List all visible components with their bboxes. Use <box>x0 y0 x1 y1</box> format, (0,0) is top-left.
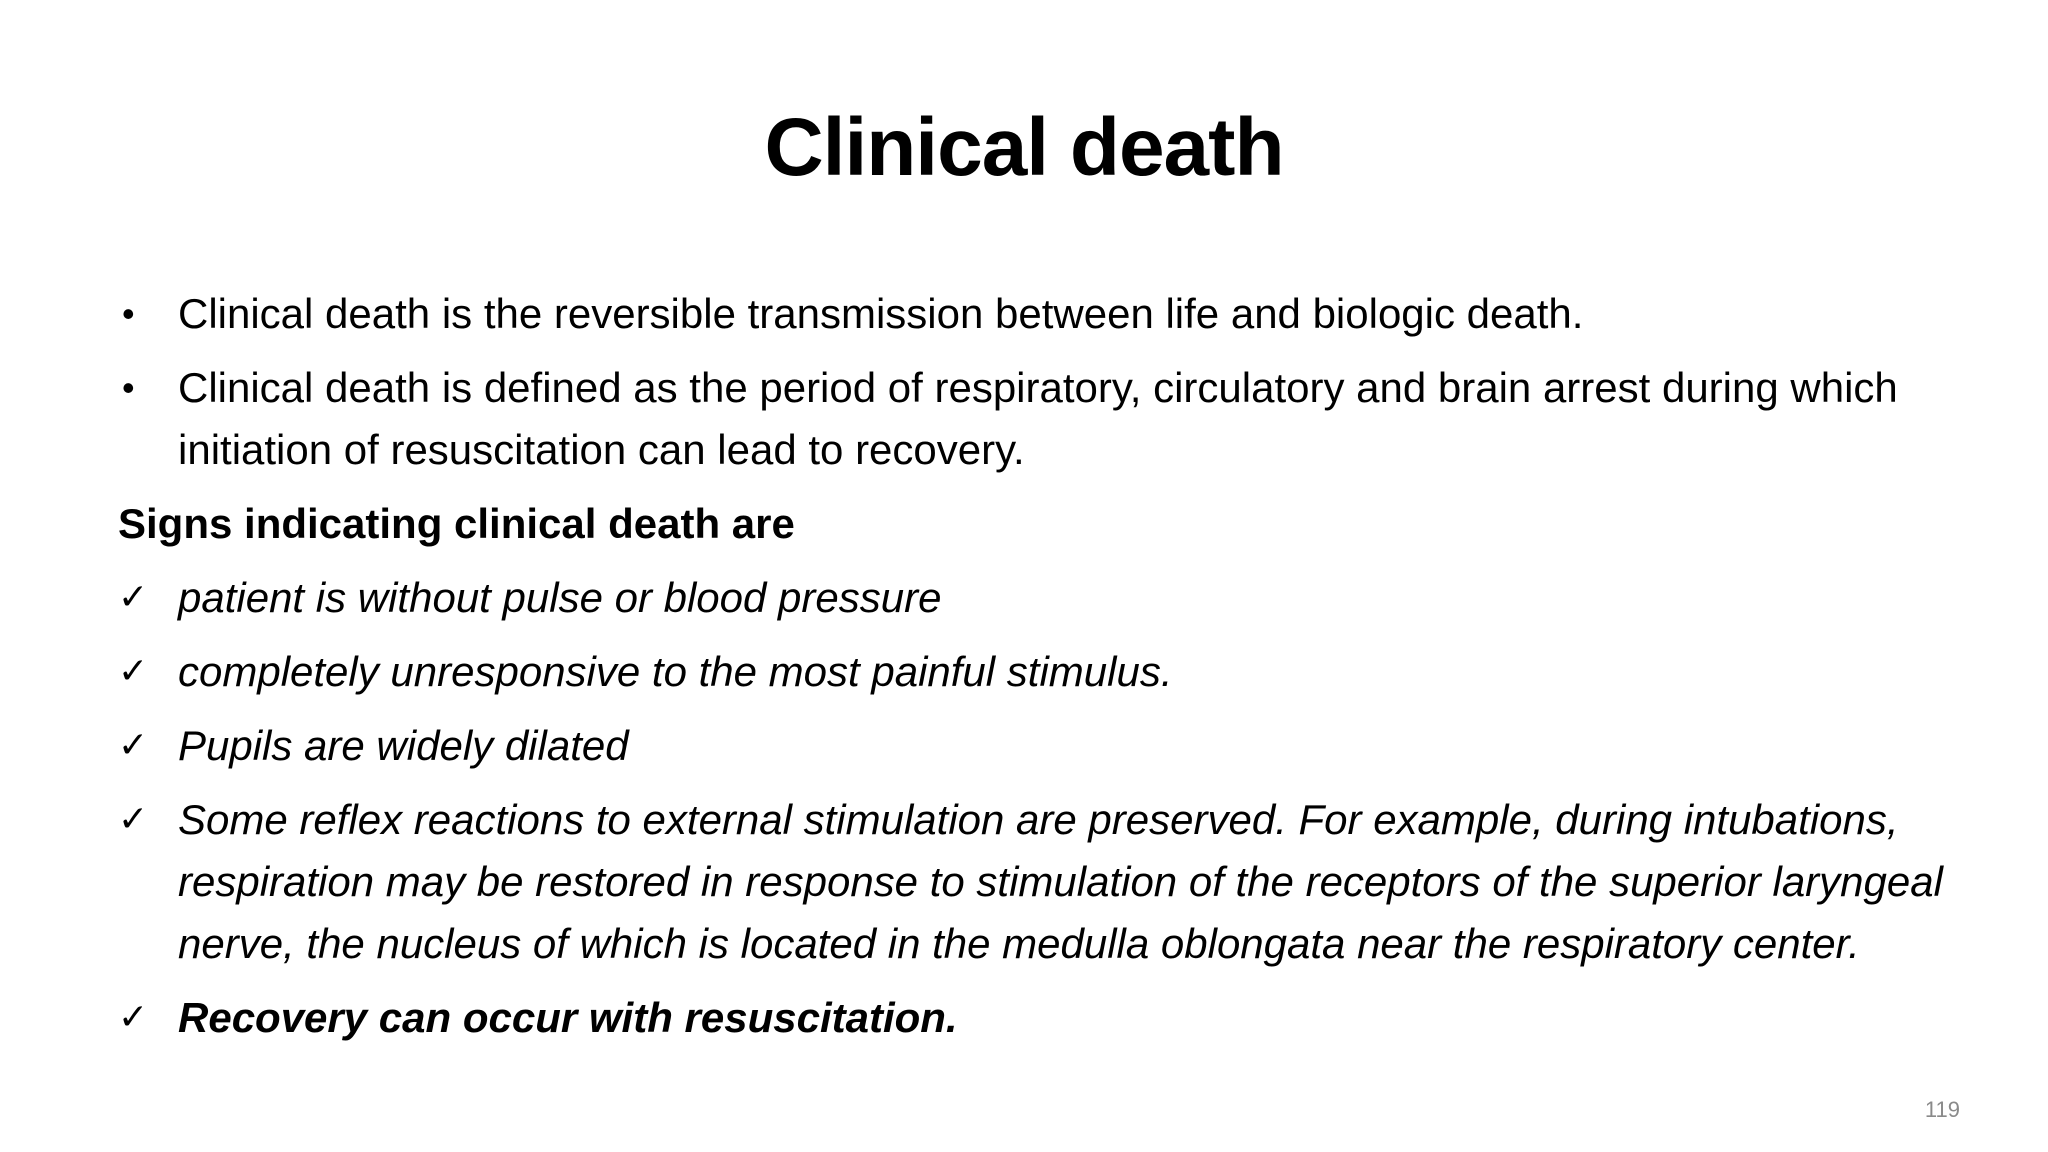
checkmark-icon: ✓ <box>118 577 149 618</box>
page-number: 119 <box>1924 1097 1960 1122</box>
checkmark-icon: ✓ <box>118 651 149 692</box>
sign-text: patient is without pulse or blood pressure <box>178 574 942 621</box>
checkmark-icon: ✓ <box>118 725 149 766</box>
sign-text: Pupils are widely dilated <box>178 722 629 769</box>
signs-heading: Signs indicating clinical death are <box>118 500 795 547</box>
bullet-dot-icon: • <box>122 293 135 334</box>
sign-text: Recovery can occur with resuscitation. <box>178 994 958 1041</box>
sign-item <box>118 987 1968 1049</box>
bullet-dot-icon: • <box>122 367 135 408</box>
bullet-item <box>118 357 1968 481</box>
sign-item <box>118 715 1968 777</box>
checkmark-icon: ✓ <box>118 799 149 840</box>
bullet-text: Clinical death is defined as the period of respiratory, circulatory and brain arrest during which initiation of resuscitation can lead to recovery. <box>178 364 1898 473</box>
sign-item <box>118 641 1968 703</box>
bullet-item <box>118 283 1968 345</box>
sign-text: Some reflex reactions to external stimulation are preserved. For example, during intubations, respiration may be restored in response to stimulation of the receptors of the superior laryngeal nerve, the nucleus of which is located in the medulla oblongata near the respiratory center. <box>178 796 1943 967</box>
bullet-text: Clinical death is the reversible transmission between life and biologic death. <box>178 290 1584 337</box>
slide-body <box>118 283 1968 1061</box>
sign-item <box>118 789 1968 975</box>
checkmark-icon: ✓ <box>118 997 149 1038</box>
sign-item <box>118 567 1968 629</box>
slide-title: Clinical death <box>764 102 1284 193</box>
sign-text: completely unresponsive to the most painful stimulus. <box>178 648 1173 695</box>
